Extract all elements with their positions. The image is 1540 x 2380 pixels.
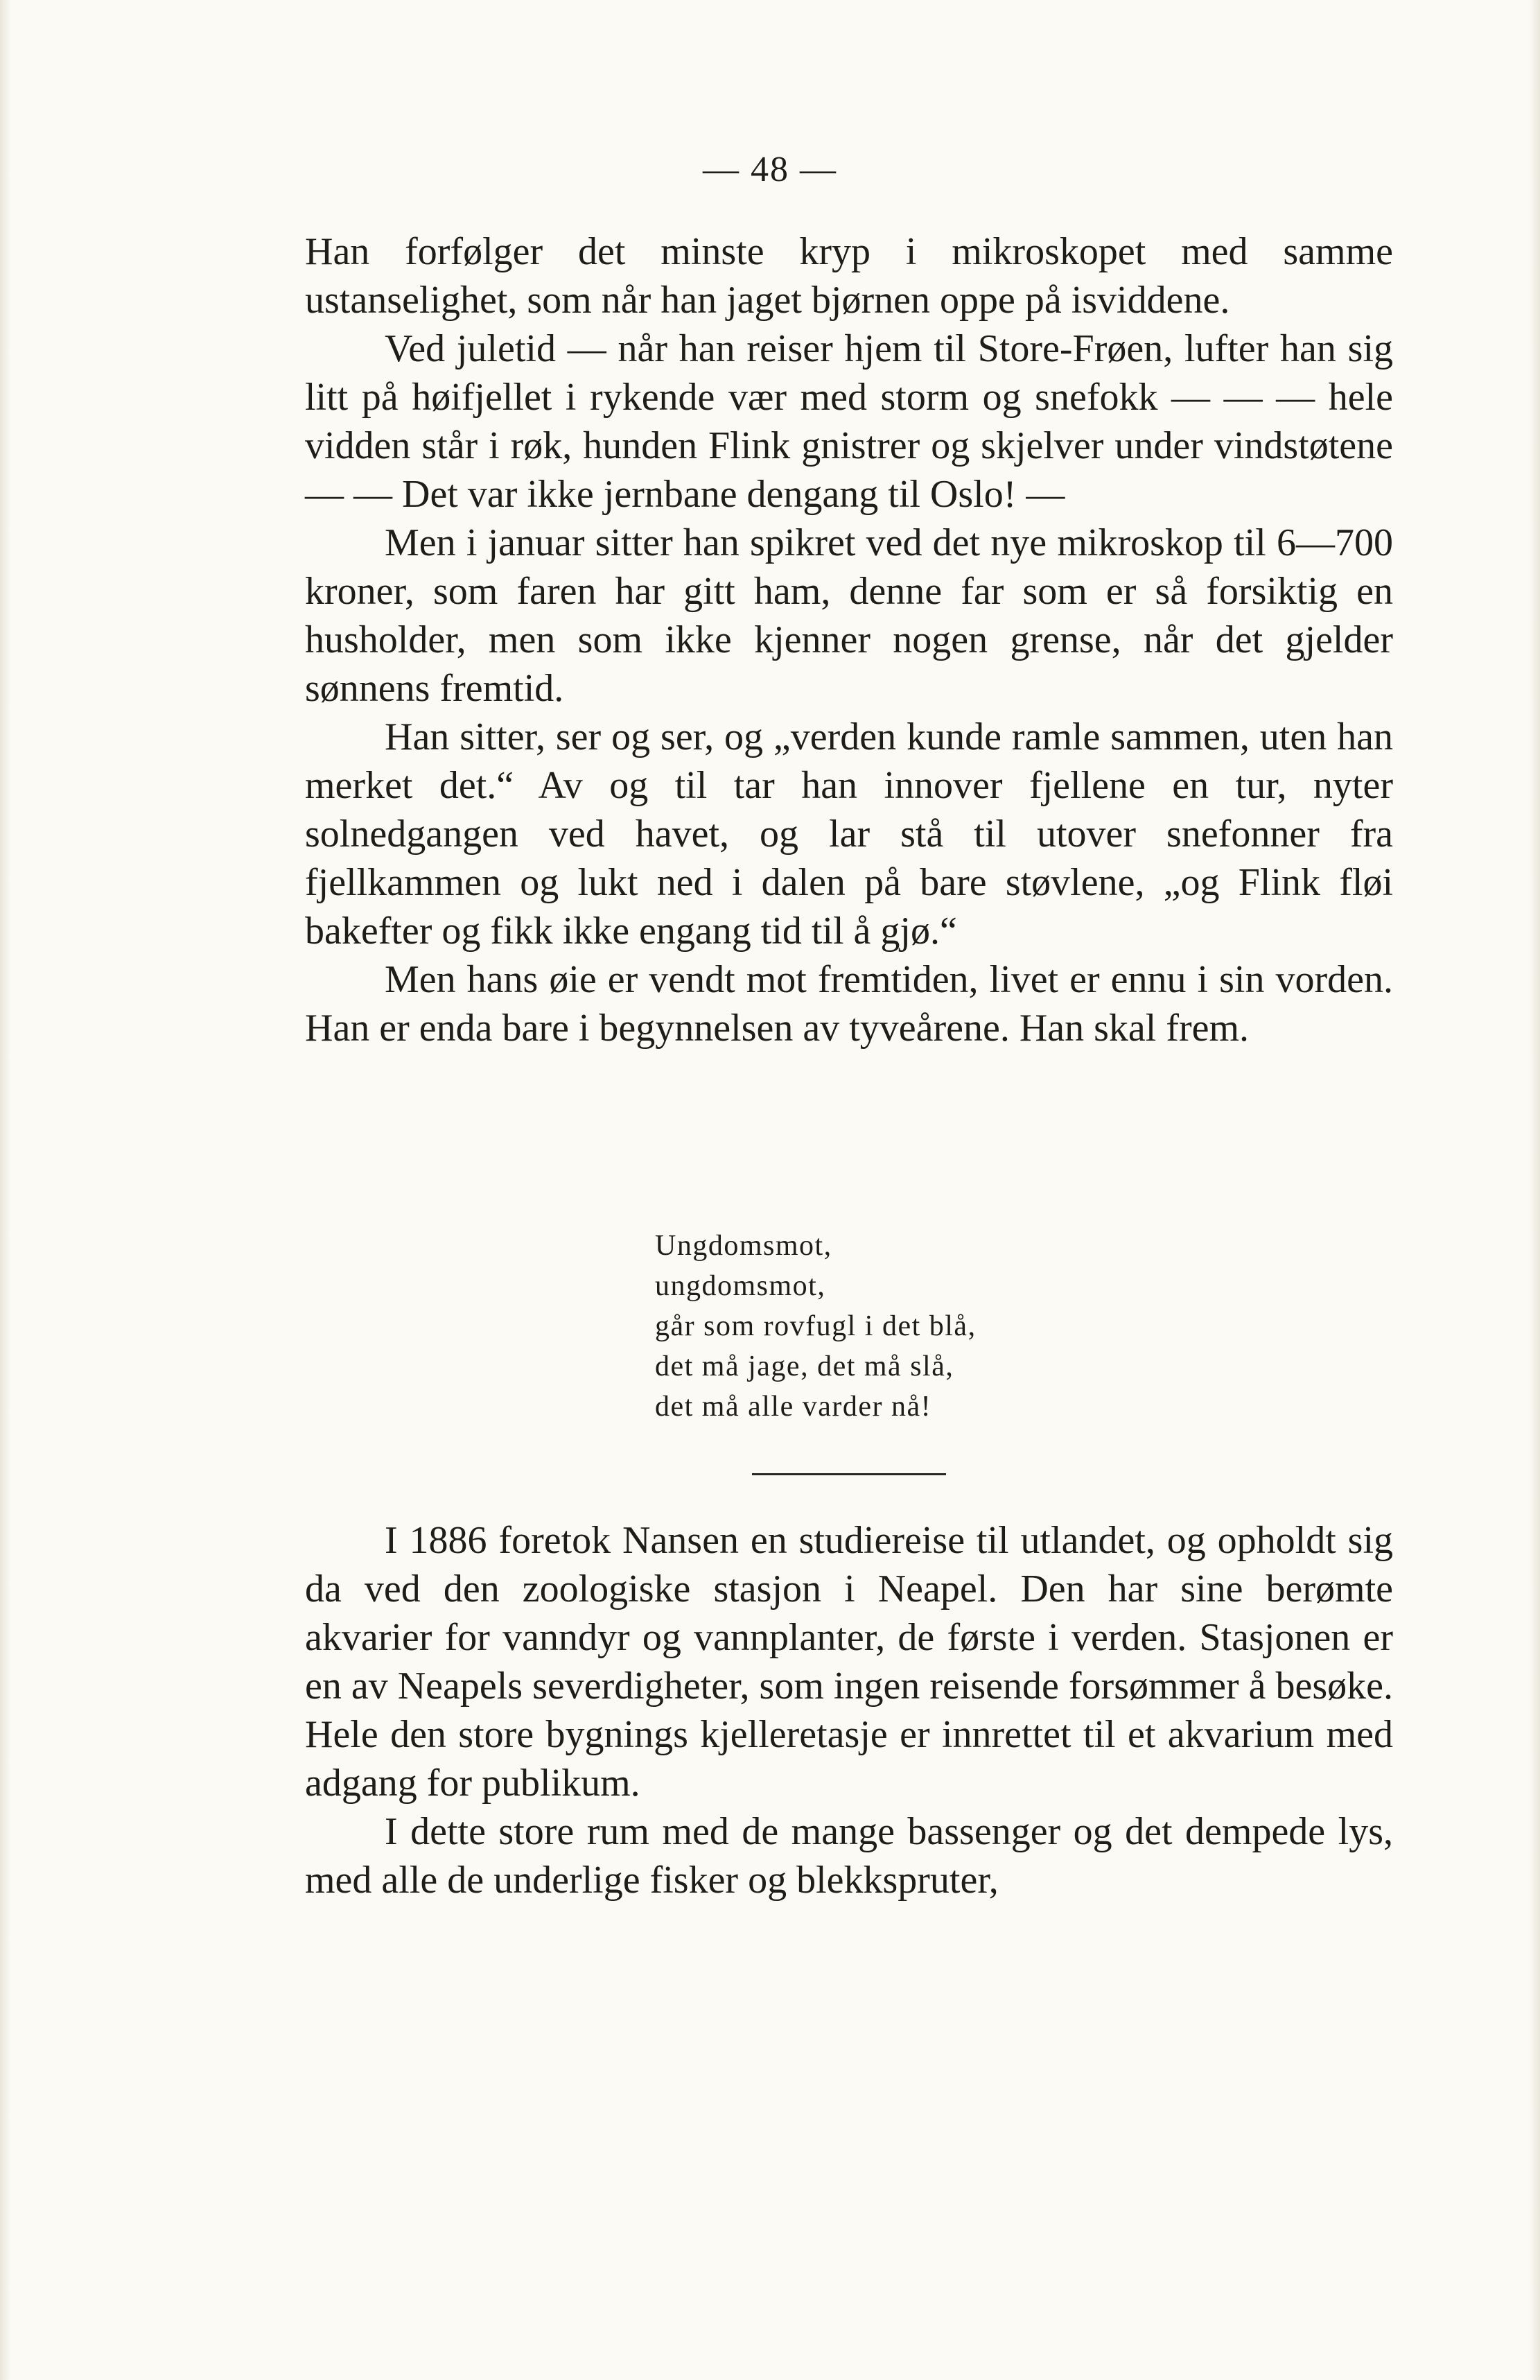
paragraph: Han forfølger det minste kryp i mikroskopet med samme ustanselighet, som når han jaget bjørnen oppe på isviddene. <box>305 230 1393 322</box>
poem-line: det må alle varder nå! <box>655 1391 932 1423</box>
poem-stanza <box>655 1226 977 1427</box>
poem-line: det må jage, det må slå, <box>655 1350 954 1382</box>
paragraph: Han sitter, ser og ser, og „verden kunde ramle sammen, uten han merket det.“ Av og til tar han innover fjellene en tur, nyter solnedgangen ved havet, og lar stå til utover snefonner fra fjellkammen og lukt ned i dalen på bare støvlene, „og Flink fløi bakefter og fikk ikke engang tid til å gjø.“ <box>305 715 1393 953</box>
paragraph: Men hans øie er vendt mot fremtiden, livet er ennu i sin vorden. Han er enda bare i begynnelsen av tyveårene. Han skal frem. <box>305 958 1393 1050</box>
poem-line: Ungdomsmot, <box>655 1230 832 1262</box>
page-number: — 48 — <box>703 150 837 189</box>
paragraph: I 1886 foretok Nansen en studiereise til utlandet, og opholdt sig da ved den zoologiske stasjon i Neapel. Den har sine berømte akvarier for vanndyr og vannplanter, de første i verden. Stasjonen er en av Neapels severdigheter, som ingen reisende forsømmer å besøke. Hele den store bygnings kjelleretasje er innrettet til et akvarium med adgang for publikum. <box>305 1519 1393 1805</box>
text-section-2 <box>305 1516 1393 1904</box>
paragraph: Ved juletid — når han reiser hjem til Store-Frøen, lufter han sig litt på høifjellet i rykende vær med storm og snefokk — — — hele vidden står i røk, hunden Flink gnistrer og skjelver under vindstøtene — — Det var ikke jernbane dengang til Oslo! — <box>305 327 1393 516</box>
text-section-1 <box>305 227 1393 1052</box>
section-divider <box>752 1473 946 1475</box>
poem-line: ungdomsmot, <box>655 1270 826 1302</box>
poem-line: går som rovfugl i det blå, <box>655 1310 977 1342</box>
paragraph: Men i januar sitter han spikret ved det nye mikroskop til 6—700 kroner, som faren har gitt ham, denne far som er så forsiktig en husholder, men som ikke kjenner nogen grense, når det gjelder sønnens fremtid. <box>305 521 1393 710</box>
paragraph: I dette store rum med de mange bassenger og det dempede lys, med alle de underlige fisker og blekkspruter, <box>305 1810 1393 1902</box>
